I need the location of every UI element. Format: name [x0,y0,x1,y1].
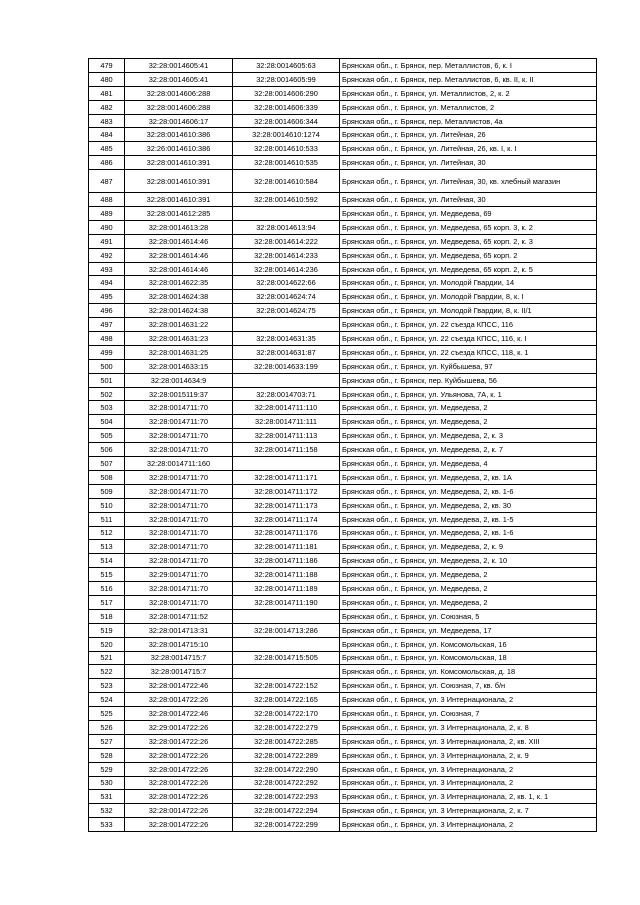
address-cell: Брянская обл., г. Брянск, ул. Литейная, 30, кв. хлебный магазин [340,170,597,193]
cadastral-number-cell: 32:28:0014722:279 [233,720,340,734]
cadastral-block-cell: 32:28:0014605:41 [125,72,233,86]
row-number-cell: 500 [89,359,125,373]
cadastral-number-cell: 32:28:0014711:173 [233,498,340,512]
cadastral-number-cell: 32:28:0014722:294 [233,804,340,818]
table-row [89,156,597,170]
row-number-cell: 530 [89,776,125,790]
row-number-cell: 518 [89,609,125,623]
address-cell: Брянская обл., г. Брянск, ул. 3 Интернационала, 2, кв. 1, к. 1 [340,790,597,804]
cadastral-block-cell: 32:28:0014634:9 [125,373,233,387]
cadastral-block-cell: 32:29:0014722:26 [125,720,233,734]
table-row [89,540,597,554]
row-number-cell: 484 [89,128,125,142]
row-number-cell: 486 [89,156,125,170]
address-cell: Брянская обл., г. Брянск, ул. Молодой Гвардии, 14 [340,276,597,290]
cadastral-block-cell: 32:28:0014711:70 [125,540,233,554]
table-row [89,762,597,776]
cadastral-block-cell: 32:28:0014711:70 [125,526,233,540]
row-number-cell: 521 [89,651,125,665]
address-cell: Брянская обл., г. Брянск, пер. Металлистов, 6, кв. II, к. II [340,72,597,86]
cadastral-block-cell: 32:28:0014610:391 [125,156,233,170]
cadastral-number-cell [233,665,340,679]
table-row [89,429,597,443]
cadastral-block-cell: 32:28:0014624:38 [125,304,233,318]
address-cell: Брянская обл., г. Брянск, ул. Медведева, 2, кв. 1А [340,470,597,484]
table-row [89,401,597,415]
row-number-cell: 494 [89,276,125,290]
table-row [89,665,597,679]
cadastral-block-cell: 32:28:0014624:38 [125,290,233,304]
address-cell: Брянская обл., г. Брянск, пер. Металлистов, 6, к. I [340,59,597,73]
table-row [89,457,597,471]
row-number-cell: 499 [89,345,125,359]
cadastral-block-cell: 32:28:0014610:386 [125,128,233,142]
cadastral-number-cell: 32:28:0014606:290 [233,86,340,100]
cadastral-number-cell: 32:28:0014711:171 [233,470,340,484]
cadastral-number-cell: 32:28:0014605:63 [233,59,340,73]
cadastral-number-cell: 32:28:0014610:535 [233,156,340,170]
address-cell: Брянская обл., г. Брянск, пер. Куйбышева, 56 [340,373,597,387]
row-number-cell: 524 [89,693,125,707]
address-cell: Брянская обл., г. Брянск, ул. Медведева, 2, к. 7 [340,443,597,457]
cadastral-number-cell [233,207,340,221]
row-number-cell: 533 [89,818,125,832]
row-number-cell: 507 [89,457,125,471]
table-row [89,128,597,142]
address-cell: Брянская обл., г. Брянск, ул. Металлистов, 2 [340,100,597,114]
cadastral-number-cell: 32:28:0014610:1274 [233,128,340,142]
cadastral-block-cell: 32:28:0014711:70 [125,498,233,512]
cadastral-number-cell: 32:28:0014713:286 [233,623,340,637]
cadastral-block-cell: 32:28:0014722:26 [125,734,233,748]
address-cell: Брянская обл., г. Брянск, ул. Медведева, 2, к. 9 [340,540,597,554]
row-number-cell: 502 [89,387,125,401]
row-number-cell: 489 [89,207,125,221]
table-row [89,248,597,262]
table-row [89,651,597,665]
cadastral-number-cell: 32:28:0014631:35 [233,332,340,346]
table-row [89,748,597,762]
table-row [89,290,597,304]
cadastral-block-cell: 32:28:0014612:285 [125,207,233,221]
cadastral-block-cell: 32:28:0014631:25 [125,345,233,359]
table-row [89,609,597,623]
cadastral-block-cell: 32:28:0014711:70 [125,582,233,596]
table-row [89,207,597,221]
row-number-cell: 485 [89,142,125,156]
cadastral-number-cell: 32:28:0014610:592 [233,193,340,207]
row-number-cell: 488 [89,193,125,207]
address-cell: Брянская обл., г. Брянск, ул. Медведева, 65 корп. 3, к. 2 [340,220,597,234]
cadastral-number-cell: 32:28:0014715:505 [233,651,340,665]
table-row [89,86,597,100]
address-cell: Брянская обл., г. Брянск, ул. Медведева, 2, к. 3 [340,429,597,443]
address-cell: Брянская обл., г. Брянск, ул. Союзная, 5 [340,609,597,623]
address-cell: Брянская обл., г. Брянск, ул. Медведева, 4 [340,457,597,471]
table-row [89,262,597,276]
table-row [89,554,597,568]
cadastral-block-cell: 32:28:0014722:46 [125,707,233,721]
table-row [89,443,597,457]
address-cell: Брянская обл., г. Брянск, ул. Ульянова, 7А, к. 1 [340,387,597,401]
address-cell: Брянская обл., г. Брянск, ул. 3 Интернационала, 2 [340,818,597,832]
cadastral-number-cell: 32:28:0014631:87 [233,345,340,359]
address-cell: Брянская обл., г. Брянск, ул. Медведева, 17 [340,623,597,637]
cadastral-number-cell: 32:28:0014711:190 [233,595,340,609]
cadastral-number-cell: 32:28:0014703:71 [233,387,340,401]
cadastral-number-cell: 32:28:0014624:74 [233,290,340,304]
cadastral-block-cell: 32:28:0014711:70 [125,415,233,429]
cadastral-block-cell: 32:28:0014715:7 [125,651,233,665]
row-number-cell: 523 [89,679,125,693]
row-number-cell: 514 [89,554,125,568]
cadastral-number-cell: 32:28:0014711:158 [233,443,340,457]
cadastral-block-cell: 32:28:0014722:46 [125,679,233,693]
row-number-cell: 495 [89,290,125,304]
table-row [89,790,597,804]
cadastral-block-cell: 32:28:0014610:391 [125,193,233,207]
cadastral-block-cell: 32:28:0014605:41 [125,59,233,73]
cadastral-block-cell: 32:28:0014713:31 [125,623,233,637]
address-cell: Брянская обл., г. Брянск, ул. Медведева, 2, к. 10 [340,554,597,568]
cadastral-block-cell: 32:28:0014711:70 [125,595,233,609]
row-number-cell: 501 [89,373,125,387]
address-cell: Брянская обл., г. Брянск, ул. Медведева, 2 [340,401,597,415]
cadastral-block-cell: 32:28:0014722:26 [125,818,233,832]
cadastral-block-cell: 32:28:0014711:160 [125,457,233,471]
cadastral-number-cell: 32:28:0014606:339 [233,100,340,114]
table-row [89,582,597,596]
address-cell: Брянская обл., г. Брянск, ул. Медведева, 2, кв. 1-6 [340,526,597,540]
address-cell: Брянская обл., г. Брянск, ул. Литейная, 26 [340,128,597,142]
row-number-cell: 528 [89,748,125,762]
row-number-cell: 509 [89,484,125,498]
address-cell: Брянская обл., г. Брянск, ул. Литейная, 30 [340,193,597,207]
address-cell: Брянская обл., г. Брянск, ул. Медведева, 2 [340,595,597,609]
address-cell: Брянская обл., г. Брянск, ул. Медведева, 65 корп. 2, к. 5 [340,262,597,276]
row-number-cell: 531 [89,790,125,804]
address-cell: Брянская обл., г. Брянск, ул. Медведева, 65 корп. 2, к. 3 [340,234,597,248]
row-number-cell: 481 [89,86,125,100]
address-cell: Брянская обл., г. Брянск, ул. Медведева, 2, кв. 30 [340,498,597,512]
row-number-cell: 516 [89,582,125,596]
row-number-cell: 512 [89,526,125,540]
cadastral-number-cell: 32:28:0014711:186 [233,554,340,568]
cadastral-block-cell: 32:28:0014606:17 [125,114,233,128]
cadastral-number-cell: 32:28:0014722:290 [233,762,340,776]
address-cell: Брянская обл., г. Брянск, ул. 22 съезда КПСС, 116, к. I [340,332,597,346]
table-row [89,679,597,693]
table-row [89,318,597,332]
cadastral-number-cell [233,318,340,332]
table-row [89,568,597,582]
cadastral-block-cell: 32:28:0014711:70 [125,470,233,484]
cadastral-block-cell: 32:28:0014711:70 [125,554,233,568]
row-number-cell: 529 [89,762,125,776]
cadastral-block-cell: 32:28:0014711:70 [125,401,233,415]
address-cell: Брянская обл., г. Брянск, ул. Медведева, 2, кв. 1-5 [340,512,597,526]
address-cell: Брянская обл., г. Брянск, ул. Медведева, 2, кв. 1-6 [340,484,597,498]
table-row [89,498,597,512]
table-row [89,142,597,156]
table-row [89,100,597,114]
cadastral-block-cell: 32:28:0014722:26 [125,776,233,790]
table-row [89,304,597,318]
row-number-cell: 482 [89,100,125,114]
table-row [89,484,597,498]
cadastral-block-cell: 32:28:0014614:46 [125,234,233,248]
address-cell: Брянская обл., г. Брянск, пер. Металлистов, 4а [340,114,597,128]
cadastral-block-cell: 32:28:0014711:70 [125,484,233,498]
cadastral-number-cell: 32:28:0014711:176 [233,526,340,540]
cadastral-number-cell: 32:28:0014711:172 [233,484,340,498]
cadastral-number-cell: 32:28:0014711:181 [233,540,340,554]
address-cell: Брянская обл., г. Брянск, ул. Литейная, 26, кв. I, к. I [340,142,597,156]
row-number-cell: 532 [89,804,125,818]
table-row [89,526,597,540]
table-row [89,734,597,748]
table-row [89,276,597,290]
row-number-cell: 525 [89,707,125,721]
table-row [89,193,597,207]
table-row [89,220,597,234]
cadastral-block-cell: 32:28:0015119:37 [125,387,233,401]
cadastral-number-cell: 32:28:0014711:174 [233,512,340,526]
cadastral-number-cell: 32:28:0014722:165 [233,693,340,707]
cadastral-block-cell: 32:28:0014614:46 [125,248,233,262]
table-row [89,776,597,790]
table-row [89,595,597,609]
cadastral-table [88,58,597,832]
row-number-cell: 479 [89,59,125,73]
cadastral-block-cell: 32:28:0014722:26 [125,762,233,776]
cadastral-number-cell: 32:28:0014610:533 [233,142,340,156]
cadastral-number-cell [233,373,340,387]
cadastral-block-cell: 32:28:0014722:26 [125,804,233,818]
cadastral-number-cell: 32:28:0014610:584 [233,170,340,193]
row-number-cell: 504 [89,415,125,429]
table-row [89,693,597,707]
row-number-cell: 498 [89,332,125,346]
cadastral-number-cell: 32:28:0014614:222 [233,234,340,248]
address-cell: Брянская обл., г. Брянск, ул. Комсомольская, 18 [340,651,597,665]
table-row [89,415,597,429]
table-body [89,59,597,832]
cadastral-number-cell: 32:28:0014633:199 [233,359,340,373]
row-number-cell: 487 [89,170,125,193]
address-cell: Брянская обл., г. Брянск, ул. 3 Интернационала, 2, к. 9 [340,748,597,762]
row-number-cell: 493 [89,262,125,276]
table-row [89,234,597,248]
cadastral-block-cell: 32:28:0014613:28 [125,220,233,234]
cadastral-block-cell: 32:28:0014631:23 [125,332,233,346]
address-cell: Брянская обл., г. Брянск, ул. Металлистов, 2, к. 2 [340,86,597,100]
cadastral-number-cell: 32:28:0014624:75 [233,304,340,318]
address-cell: Брянская обл., г. Брянск, ул. Молодой Гвардии, 8, к. II/1 [340,304,597,318]
row-number-cell: 497 [89,318,125,332]
cadastral-number-cell [233,637,340,651]
cadastral-block-cell: 32:28:0014711:52 [125,609,233,623]
cadastral-number-cell: 32:28:0014622:66 [233,276,340,290]
cadastral-number-cell: 32:28:0014722:292 [233,776,340,790]
row-number-cell: 490 [89,220,125,234]
cadastral-block-cell: 32:28:0014610:391 [125,170,233,193]
cadastral-block-cell: 32:28:0014614:46 [125,262,233,276]
cadastral-block-cell: 32:28:0014633:15 [125,359,233,373]
cadastral-block-cell: 32:29:0014711:70 [125,568,233,582]
address-cell: Брянская обл., г. Брянск, ул. Медведева, 69 [340,207,597,221]
cadastral-block-cell: 32:28:0014722:26 [125,693,233,707]
cadastral-number-cell: 32:28:0014614:236 [233,262,340,276]
address-cell: Брянская обл., г. Брянск, ул. Молодой Гвардии, 8, к. I [340,290,597,304]
cadastral-block-cell: 32:28:0014711:70 [125,443,233,457]
address-cell: Брянская обл., г. Брянск, ул. 3 Интернационала, 2 [340,776,597,790]
table-row [89,623,597,637]
row-number-cell: 517 [89,595,125,609]
cadastral-block-cell: 32:28:0014606:288 [125,100,233,114]
table-row [89,345,597,359]
cadastral-number-cell: 32:28:0014722:285 [233,734,340,748]
cadastral-number-cell: 32:28:0014711:110 [233,401,340,415]
cadastral-number-cell: 32:28:0014722:299 [233,818,340,832]
row-number-cell: 506 [89,443,125,457]
address-cell: Брянская обл., г. Брянск, ул. Комсомольская, 16 [340,637,597,651]
cadastral-number-cell: 32:28:0014722:293 [233,790,340,804]
cadastral-block-cell: 32:28:0014722:26 [125,748,233,762]
table-row [89,373,597,387]
cadastral-block-cell: 32:28:0014722:26 [125,790,233,804]
table-row [89,637,597,651]
address-cell: Брянская обл., г. Брянск, ул. Союзная, 7, кв. б/н [340,679,597,693]
table-row [89,359,597,373]
row-number-cell: 527 [89,734,125,748]
address-cell: Брянская обл., г. Брянск, ул. Медведева, 2 [340,415,597,429]
table-row [89,114,597,128]
row-number-cell: 526 [89,720,125,734]
row-number-cell: 480 [89,72,125,86]
address-cell: Брянская обл., г. Брянск, ул. Медведева, 2 [340,582,597,596]
cadastral-number-cell: 32:28:0014711:189 [233,582,340,596]
row-number-cell: 519 [89,623,125,637]
cadastral-number-cell [233,609,340,623]
row-number-cell: 503 [89,401,125,415]
address-cell: Брянская обл., г. Брянск, ул. Союзная, 7 [340,707,597,721]
table-row [89,512,597,526]
address-cell: Брянская обл., г. Брянск, ул. Литейная, 30 [340,156,597,170]
row-number-cell: 513 [89,540,125,554]
row-number-cell: 505 [89,429,125,443]
table-row [89,818,597,832]
cadastral-number-cell: 32:28:0014722:170 [233,707,340,721]
table-row [89,387,597,401]
table-row [89,720,597,734]
cadastral-number-cell: 32:28:0014614:233 [233,248,340,262]
table-row [89,470,597,484]
cadastral-block-cell: 32:28:0014606:288 [125,86,233,100]
cadastral-block-cell: 32:28:0014715:7 [125,665,233,679]
cadastral-block-cell: 32:28:0014622:35 [125,276,233,290]
address-cell: Брянская обл., г. Брянск, ул. 22 съезда КПСС, 116 [340,318,597,332]
cadastral-number-cell: 32:28:0014605:99 [233,72,340,86]
cadastral-number-cell [233,457,340,471]
row-number-cell: 510 [89,498,125,512]
row-number-cell: 492 [89,248,125,262]
address-cell: Брянская обл., г. Брянск, ул. 3 Интернационала, 2, к. 7 [340,804,597,818]
cadastral-block-cell: 32:26:0014610:386 [125,142,233,156]
address-cell: Брянская обл., г. Брянск, ул. Медведева, 65 корп. 2 [340,248,597,262]
address-cell: Брянская обл., г. Брянск, ул. 3 Интернационала, 2 [340,693,597,707]
address-cell: Брянская обл., г. Брянск, ул. Медведева, 2 [340,568,597,582]
address-cell: Брянская обл., г. Брянск, ул. 22 съезда КПСС, 118, к. 1 [340,345,597,359]
cadastral-number-cell: 32:28:0014711:111 [233,415,340,429]
row-number-cell: 515 [89,568,125,582]
table-row [89,707,597,721]
table-row [89,59,597,73]
table-row [89,804,597,818]
cadastral-block-cell: 32:28:0014715:10 [125,637,233,651]
cadastral-block-cell: 32:28:0014631:22 [125,318,233,332]
cadastral-block-cell: 32:28:0014711:70 [125,429,233,443]
address-cell: Брянская обл., г. Брянск, ул. 3 Интернационала, 2 [340,762,597,776]
row-number-cell: 522 [89,665,125,679]
table-row [89,332,597,346]
cadastral-number-cell: 32:28:0014722:289 [233,748,340,762]
row-number-cell: 483 [89,114,125,128]
cadastral-number-cell: 32:28:0014711:188 [233,568,340,582]
cadastral-number-cell: 32:28:0014606:344 [233,114,340,128]
row-number-cell: 496 [89,304,125,318]
row-number-cell: 508 [89,470,125,484]
cadastral-number-cell: 32:28:0014711:113 [233,429,340,443]
row-number-cell: 520 [89,637,125,651]
cadastral-number-cell: 32:28:0014722:152 [233,679,340,693]
address-cell: Брянская обл., г. Брянск, ул. Комсомольская, д. 18 [340,665,597,679]
cadastral-number-cell: 32:28:0014613:94 [233,220,340,234]
table-row [89,72,597,86]
row-number-cell: 491 [89,234,125,248]
address-cell: Брянская обл., г. Брянск, ул. 3 Интернационала, 2, к. 8 [340,720,597,734]
row-number-cell: 511 [89,512,125,526]
address-cell: Брянская обл., г. Брянск, ул. 3 Интернационала, 2, кв. XIII [340,734,597,748]
address-cell: Брянская обл., г. Брянск, ул. Куйбышева, 97 [340,359,597,373]
table-row [89,170,597,193]
cadastral-block-cell: 32:28:0014711:70 [125,512,233,526]
